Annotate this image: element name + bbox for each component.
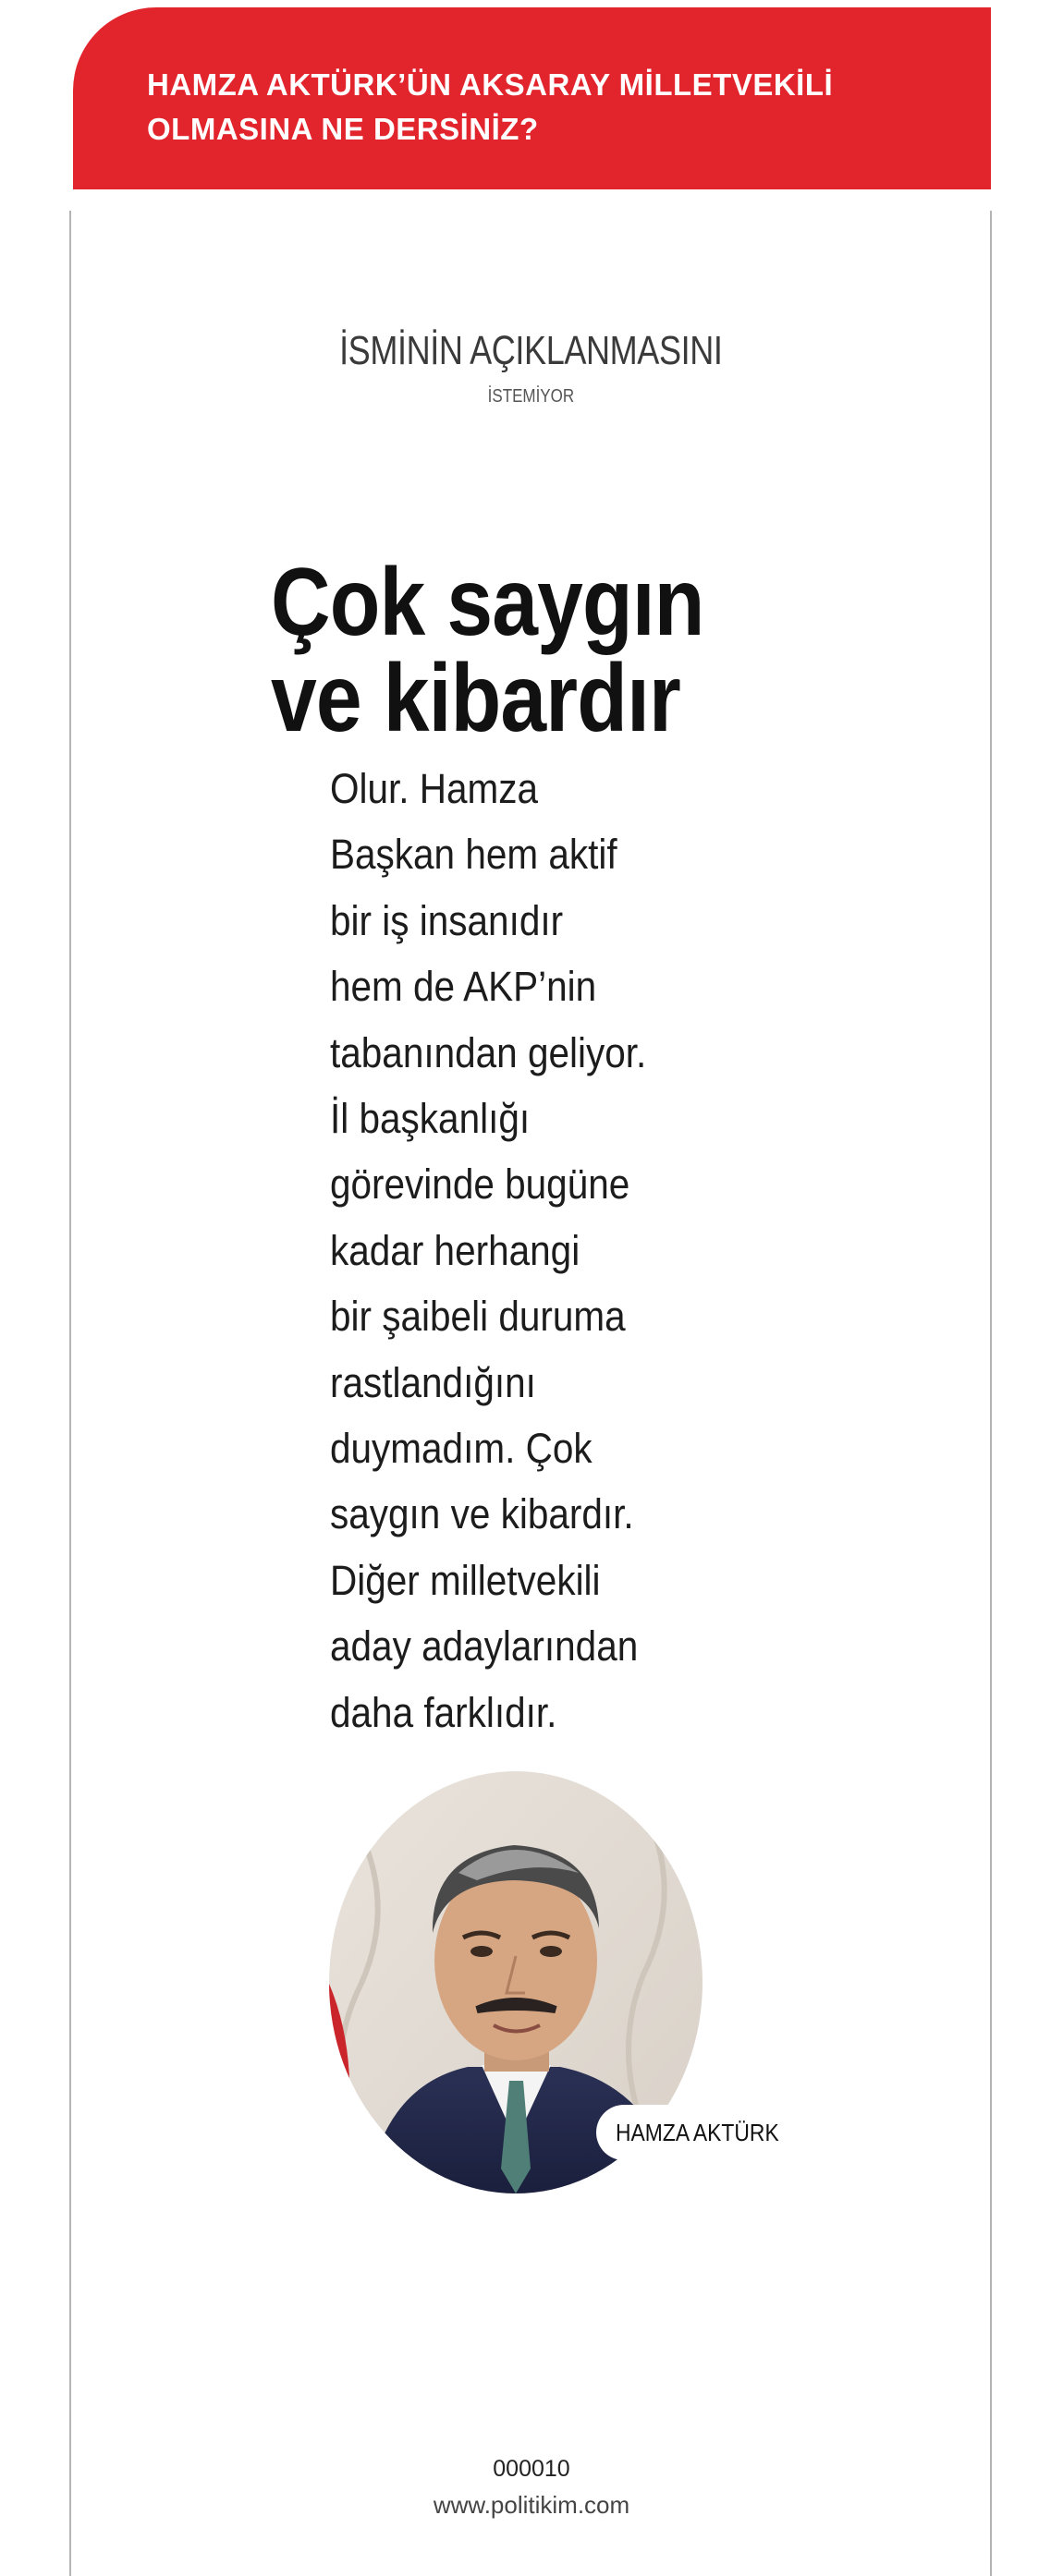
header-question	[147, 63, 960, 152]
body-line: görevinde bugüne	[330, 1160, 630, 1209]
body-line: İl başkanlığı	[330, 1095, 531, 1143]
body-line: rastlandığını	[330, 1358, 536, 1406]
header-banner	[73, 7, 991, 189]
header-question-line-1: HAMZA AKTÜRK’ÜN AKSARAY MİLLETVEKİLİ	[147, 67, 834, 102]
body-line: hem de AKP’nin	[330, 963, 597, 1011]
photo-caption: HAMZA AKTÜRK	[616, 2119, 779, 2146]
headline	[271, 549, 779, 752]
body-text	[330, 756, 679, 1745]
source-subtitle: İSTEMİYOR	[487, 386, 575, 407]
body-line: bir iş insanıdır	[330, 896, 564, 944]
body-line: aday adaylarından	[330, 1622, 639, 1671]
footer-url[interactable]: www.politikim.com	[433, 2491, 630, 2519]
body-line: Olur. Hamza	[330, 765, 539, 812]
headline-line-1: Çok saygın	[271, 549, 704, 656]
body-line: duymadım. Çok	[330, 1425, 593, 1473]
body-line: Başkan hem aktif	[330, 831, 617, 879]
body-line: tabanından geliyor.	[330, 1028, 647, 1076]
source-name: İSMİNİN AÇIKLANMASINI	[339, 328, 723, 373]
frame-left-border	[69, 211, 71, 2576]
body-line: saygın ve kibardır.	[330, 1490, 634, 1538]
headline-line-2: ve kibardır	[271, 645, 680, 752]
body-line: Diğer milletvekili	[330, 1556, 601, 1604]
header-question-line-2: OLMASINA NE DERSİNİZ?	[147, 112, 539, 146]
frame-right-border	[990, 211, 992, 2576]
body-line: daha farklıdır.	[330, 1688, 557, 1736]
page-number: 000010	[493, 2456, 570, 2482]
body-line: bir şaibeli duruma	[330, 1293, 626, 1341]
body-line: kadar herhangi	[330, 1226, 580, 1274]
